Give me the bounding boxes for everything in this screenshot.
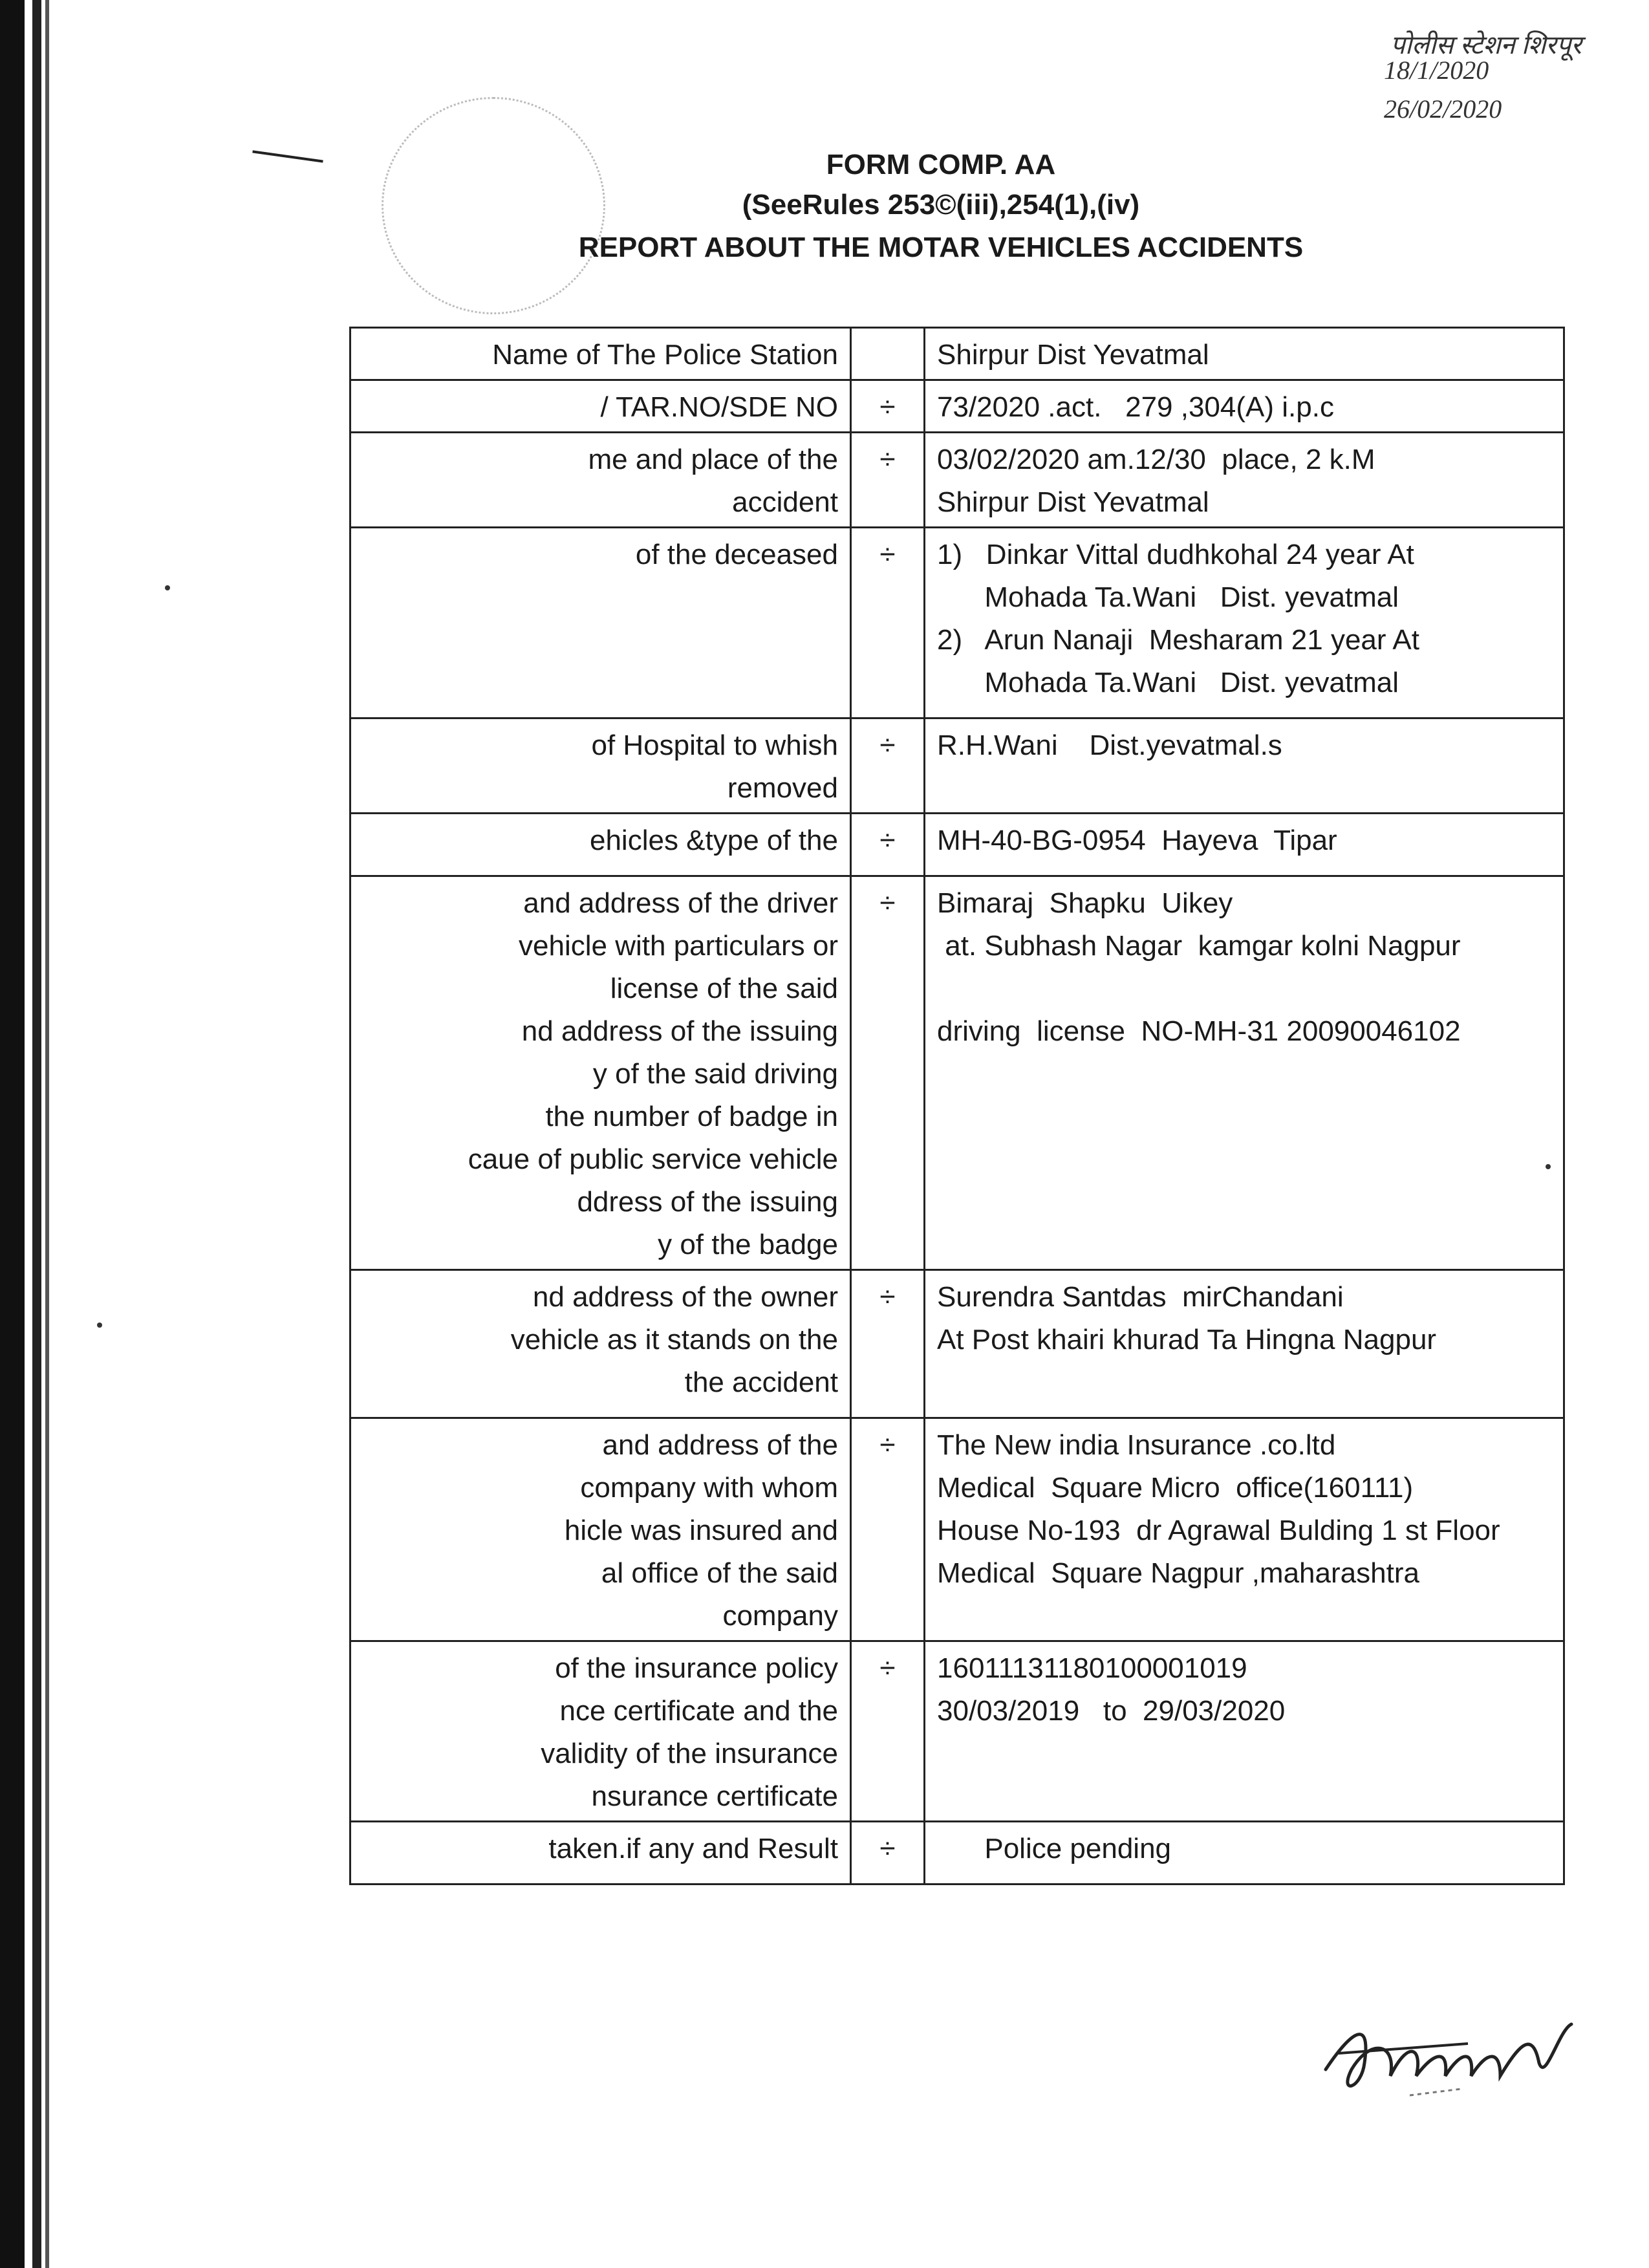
field-label-line: ehicles &type of the	[589, 825, 838, 856]
field-label-line: ddress of the issuing	[577, 1186, 838, 1218]
stamp-date-1: 18/1/2020	[1384, 56, 1489, 85]
field-label-line: nd address of the owner	[532, 1281, 838, 1313]
table-row	[350, 718, 1564, 814]
field-value-cell	[925, 1641, 1564, 1822]
separator-cell	[851, 328, 925, 380]
stamp-date-2: 26/02/2020	[1384, 94, 1502, 124]
field-label-cell	[350, 528, 851, 718]
field-label-line: vehicle as it stands on the	[510, 1324, 838, 1355]
separator-cell: ÷	[851, 1641, 925, 1822]
table-row	[350, 814, 1564, 876]
field-value-line: Mohada Ta.Wani Dist. yevatmal	[937, 667, 1399, 698]
field-label-cell	[350, 1641, 851, 1822]
separator-cell: ÷	[851, 433, 925, 528]
field-value-line: 73/2020 .act. 279 ,304(A) i.p.c	[937, 391, 1334, 423]
field-value-line: 1) Dinkar Vittal dudhkohal 24 year At	[937, 539, 1414, 570]
field-label-line: nd address of the issuing	[521, 1015, 838, 1047]
field-value-line: R.H.Wani Dist.yevatmal.s	[937, 729, 1282, 761]
separator-cell: ÷	[851, 876, 925, 1270]
field-value-line: At Post khairi khurad Ta Hingna Nagpur	[937, 1324, 1437, 1355]
separator-cell: ÷	[851, 718, 925, 814]
field-value-cell	[925, 1822, 1564, 1885]
field-value-cell	[925, 1270, 1564, 1418]
field-value-line: Shirpur Dist Yevatmal	[937, 486, 1209, 518]
field-value-line: MH-40-BG-0954 Hayeva Tipar	[937, 825, 1337, 856]
field-label-line: removed	[727, 772, 838, 804]
separator-cell: ÷	[851, 528, 925, 718]
field-value-cell	[925, 814, 1564, 876]
field-label-cell	[350, 380, 851, 433]
field-label-line: Name of The Police Station	[492, 339, 838, 371]
field-label-line: the number of badge in	[545, 1101, 838, 1132]
field-value-line: Shirpur Dist Yevatmal	[937, 339, 1209, 371]
field-label-line: vehicle with particulars or	[519, 930, 838, 962]
field-label-line: the accident	[684, 1366, 838, 1398]
field-label-line: and address of the driver	[523, 887, 838, 919]
scan-edge-bar	[32, 0, 41, 2268]
field-value-cell	[925, 528, 1564, 718]
table-row	[350, 380, 1564, 433]
field-value-line: Police pending	[937, 1833, 1172, 1864]
field-label-line: company with whom	[580, 1472, 838, 1504]
field-value-cell	[925, 433, 1564, 528]
field-label-cell	[350, 718, 851, 814]
form-title: FORM COMP. AA	[826, 149, 1056, 180]
field-value-line: at. Subhash Nagar kamgar kolni Nagpur	[937, 930, 1461, 962]
table-row	[350, 528, 1564, 718]
field-label-line: validity of the insurance	[541, 1738, 838, 1769]
field-label-line: al office of the said	[601, 1557, 838, 1589]
accident-report-table	[349, 327, 1565, 1885]
field-label-line: nsurance certificate	[591, 1780, 838, 1812]
table-row	[350, 433, 1564, 528]
inward-stamp	[1384, 26, 1630, 155]
field-label-line: of the insurance policy	[555, 1652, 838, 1684]
field-value-line: 03/02/2020 am.12/30 place, 2 k.M	[937, 444, 1375, 475]
signature	[1313, 1992, 1604, 2121]
table-row	[350, 1270, 1564, 1418]
form-subtitle: REPORT ABOUT THE MOTAR VEHICLES ACCIDENTS	[578, 232, 1304, 263]
form-rules: (SeeRules 253©(iii),254(1),(iv)	[742, 189, 1140, 221]
field-label-line: / TAR.NO/SDE NO	[600, 391, 838, 423]
field-label-line: caue of public service vehicle	[468, 1143, 838, 1175]
field-value-line: House No-193 dr Agrawal Bulding 1 st Floor	[937, 1515, 1500, 1546]
stamp-office: पोलीस स्टेशन शिरपूर	[1390, 30, 1582, 59]
field-value-cell	[925, 718, 1564, 814]
field-value-line: Medical Square Micro office(160111)	[937, 1472, 1414, 1504]
field-label-line: and address of the	[602, 1429, 838, 1461]
field-value-line: 2) Arun Nanaji Mesharam 21 year At	[937, 624, 1419, 656]
field-label-line: nce certificate and the	[559, 1695, 838, 1727]
field-label-line: accident	[732, 486, 838, 518]
field-label-line: company	[722, 1600, 838, 1632]
field-value-line: 16011131180100001019	[937, 1652, 1247, 1684]
field-label-line: license of the said	[610, 973, 838, 1004]
field-value-line: driving license NO-MH-31 20090046102	[937, 1015, 1461, 1047]
field-label-line: y of the said driving	[592, 1058, 838, 1090]
separator-cell: ÷	[851, 1270, 925, 1418]
field-label-line: of the deceased	[635, 539, 838, 570]
separator-cell: ÷	[851, 814, 925, 876]
table-row	[350, 328, 1564, 380]
scan-edge-bar	[0, 0, 25, 2268]
table-row	[350, 1641, 1564, 1822]
scan-speck	[97, 1323, 102, 1328]
field-label-line: hicle was insured and	[564, 1515, 838, 1546]
field-label-cell	[350, 1418, 851, 1641]
field-value-cell	[925, 380, 1564, 433]
field-value-line: Mohada Ta.Wani Dist. yevatmal	[937, 581, 1399, 613]
scan-speck	[1546, 1164, 1551, 1169]
field-label-cell	[350, 1270, 851, 1418]
scan-speck	[165, 585, 170, 590]
field-label-line: of Hospital to whish	[591, 729, 838, 761]
field-value-line	[937, 967, 1551, 1010]
table-row	[350, 1822, 1564, 1885]
field-value-line: Surendra Santdas mirChandani	[937, 1281, 1344, 1313]
field-label-cell	[350, 814, 851, 876]
field-label-cell	[350, 1822, 851, 1885]
field-value-line: The New india Insurance .co.ltd	[937, 1429, 1336, 1461]
separator-cell: ÷	[851, 380, 925, 433]
table-row	[350, 876, 1564, 1270]
field-label-cell	[350, 876, 851, 1270]
field-value-cell	[925, 1418, 1564, 1641]
separator-cell: ÷	[851, 1418, 925, 1641]
field-label-line: y of the badge	[658, 1229, 838, 1260]
table-row	[350, 1418, 1564, 1641]
field-value-line: Bimaraj Shapku Uikey	[937, 887, 1233, 919]
scan-edge-bar	[45, 0, 49, 2268]
field-label-line: me and place of the	[588, 444, 838, 475]
field-label-line: taken.if any and Result	[548, 1833, 838, 1864]
field-value-line: Medical Square Nagpur ,maharashtra	[937, 1557, 1419, 1589]
field-value-line: 30/03/2019 to 29/03/2020	[937, 1695, 1286, 1727]
field-label-cell	[350, 328, 851, 380]
field-value-cell	[925, 328, 1564, 380]
field-value-cell	[925, 876, 1564, 1270]
separator-cell: ÷	[851, 1822, 925, 1885]
field-label-cell	[350, 433, 851, 528]
